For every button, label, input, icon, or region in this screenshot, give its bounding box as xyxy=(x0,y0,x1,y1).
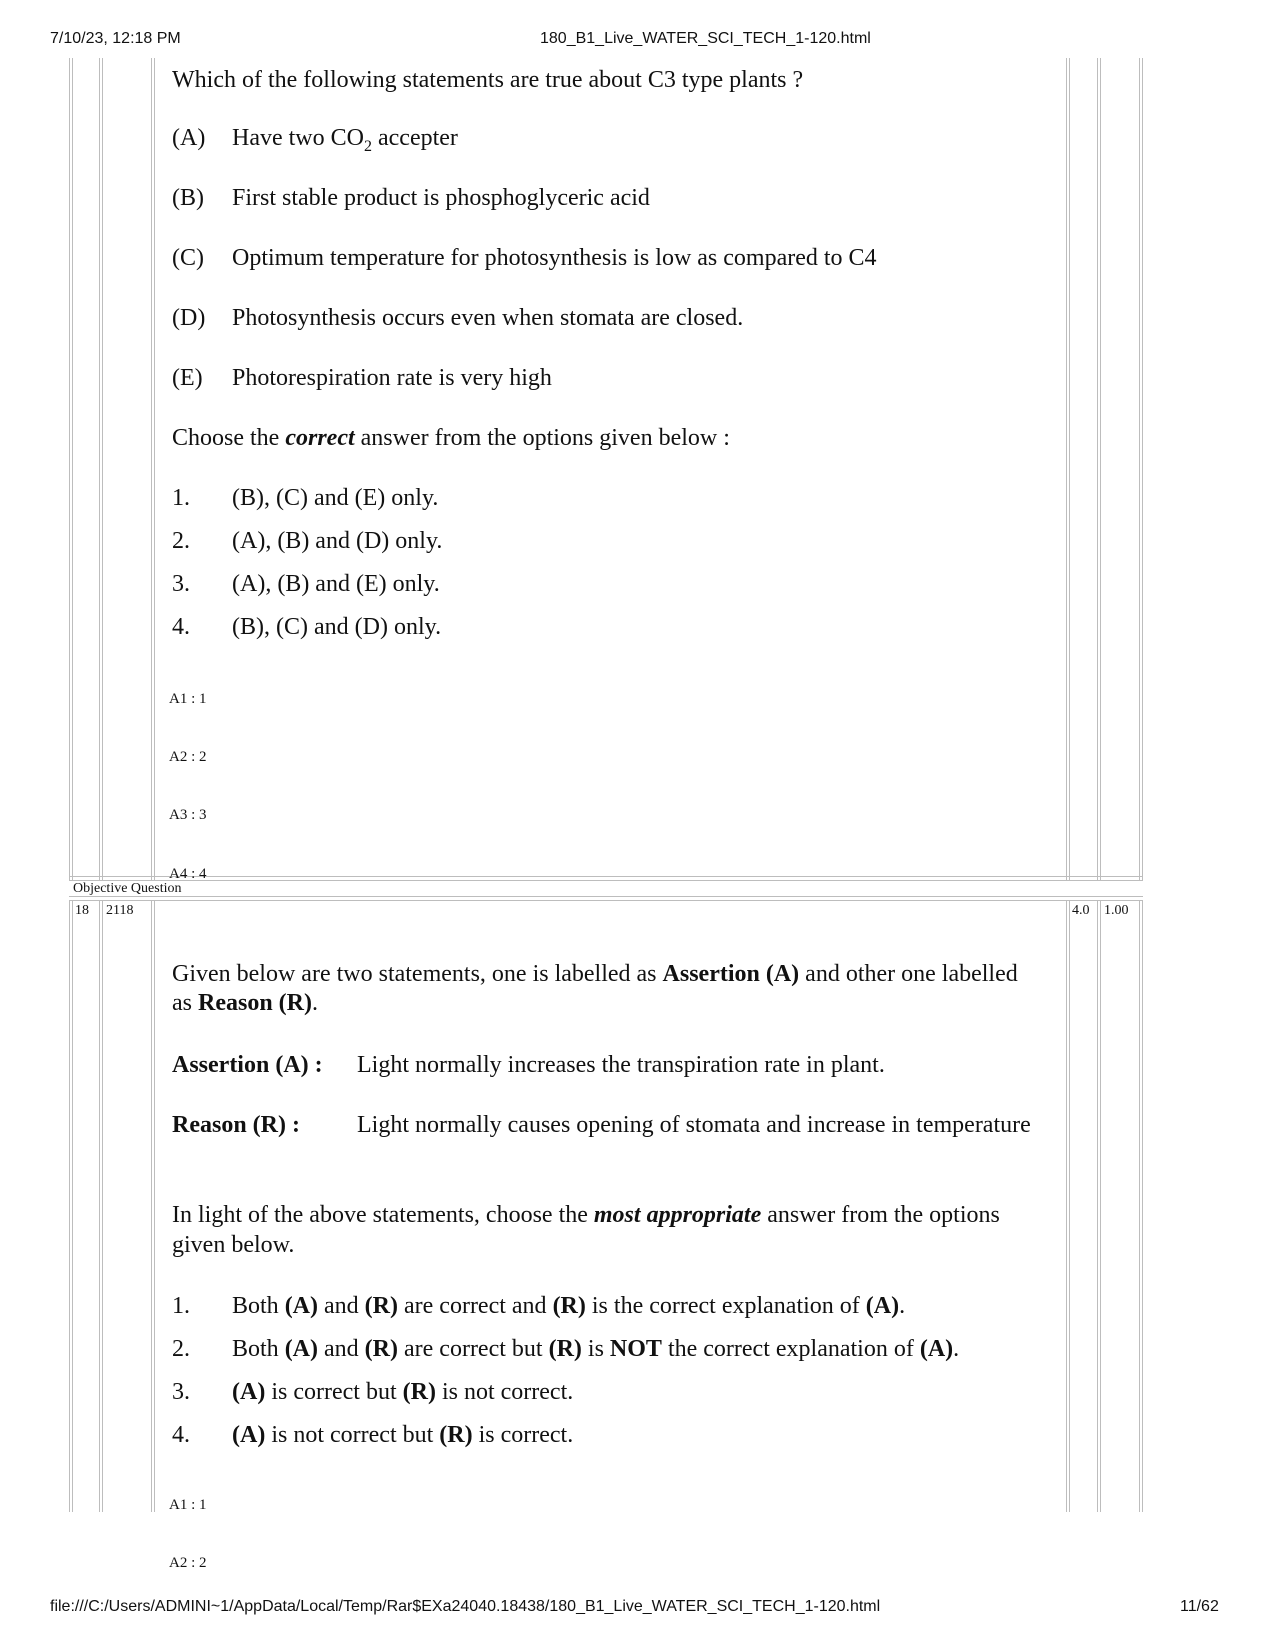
question-intro-line2: as Reason (R). xyxy=(172,990,318,1016)
statement-text: First stable product is phosphoglyceric acid xyxy=(232,185,650,211)
option-text: (B), (C) and (D) only. xyxy=(232,614,442,640)
question-intro-line1: Given below are two statements, one is labelled as Assertion (A) and other one labelled xyxy=(172,961,1018,987)
statement-label: (C) xyxy=(172,245,204,271)
print-datetime: 7/10/23, 12:18 PM xyxy=(50,30,181,47)
reason-label: Reason (R) : xyxy=(172,1112,300,1138)
answer-key-a2: A2 : 2 xyxy=(169,1555,207,1571)
statement-text: Photorespiration rate is very high xyxy=(232,365,552,391)
print-page-number: 11/62 xyxy=(1180,1598,1219,1615)
statement-text: Photosynthesis occurs even when stomata are closed. xyxy=(232,305,744,331)
statement-text: Optimum temperature for photosynthesis is low as compared to C4 xyxy=(232,245,877,271)
option-number: 3. xyxy=(172,571,190,597)
print-file-path: file:///C:/Users/ADMINI~1/AppData/Local/Temp/Rar$EXa24040.18438/180_B1_Live_WATER_SCI_TECH_1-120.html xyxy=(50,1598,881,1615)
answer-key-a1: A1 : 1 xyxy=(169,1497,207,1513)
option-text: Both (A) and (R) are correct and (R) is the correct explanation of (A). xyxy=(232,1293,906,1319)
answer-key-a4: A4 : 4 xyxy=(169,866,207,882)
option-number: 2. xyxy=(172,1336,190,1362)
statement-label: (B) xyxy=(172,185,204,211)
option-number: 4. xyxy=(172,614,190,640)
option-number: 1. xyxy=(172,1293,190,1319)
answer-key-a1: A1 : 1 xyxy=(169,691,207,707)
option-text: (A), (B) and (E) only. xyxy=(232,571,440,597)
option-text: (A), (B) and (D) only. xyxy=(232,528,443,554)
option-text: (A) is not correct but (R) is correct. xyxy=(232,1422,574,1448)
option-number: 1. xyxy=(172,485,190,511)
option-text: Both (A) and (R) are correct but (R) is NOT the correct explanation of (A). xyxy=(232,1336,960,1362)
answer-key-a2: A2 : 2 xyxy=(169,749,207,765)
instruction-line1: In light of the above statements, choose the most appropriate answer from the options xyxy=(172,1202,1000,1228)
marks: 4.0 xyxy=(1072,903,1090,918)
assertion-text: Light normally increases the transpiration rate in plant. xyxy=(357,1052,885,1078)
option-text: (B), (C) and (E) only. xyxy=(232,485,439,511)
assertion-label: Assertion (A) : xyxy=(172,1052,323,1078)
statement-label: (A) xyxy=(172,125,206,151)
option-number: 3. xyxy=(172,1379,190,1405)
statement-label: (E) xyxy=(172,365,203,391)
answer-key-a3: A3 : 3 xyxy=(169,807,207,823)
print-title: 180_B1_Live_WATER_SCI_TECH_1-120.html xyxy=(540,30,871,47)
serial-number: 18 xyxy=(75,903,89,918)
question-text: Which of the following statements are true about C3 type plants ? xyxy=(172,67,804,93)
statement-label: (D) xyxy=(172,305,206,331)
section-label: Objective Question xyxy=(73,881,182,896)
question-id: 2118 xyxy=(106,903,134,918)
reason-text: Light normally causes opening of stomata and increase in temperature xyxy=(357,1112,1031,1138)
option-text: (A) is correct but (R) is not correct. xyxy=(232,1379,574,1405)
statement-text: Have two $CO_2$ accepter xyxy=(232,125,458,155)
option-number: 4. xyxy=(172,1422,190,1448)
negative-marks: 1.00 xyxy=(1104,903,1129,918)
option-number: 2. xyxy=(172,528,190,554)
instruction-line2: given below. xyxy=(172,1232,295,1258)
choose-instruction: Choose the correct answer from the options given below : xyxy=(172,425,730,451)
